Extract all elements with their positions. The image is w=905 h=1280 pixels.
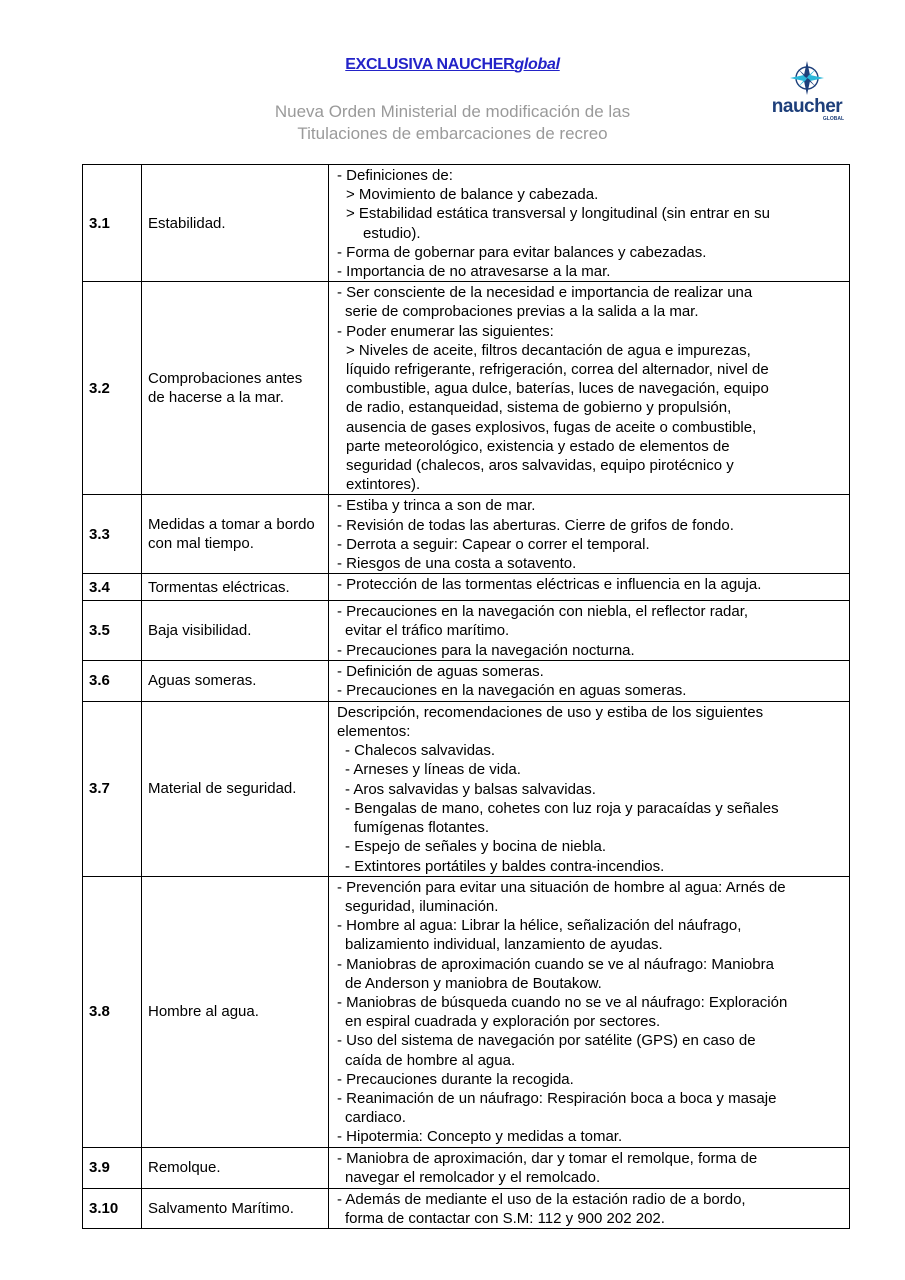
table-row (83, 876, 850, 1147)
table-row (83, 660, 850, 701)
content-line: - Además de mediante el uso de la estación radio de a bordo, (337, 1190, 746, 1208)
syllabus-table (82, 164, 850, 1229)
content-line: líquido refrigerante, refrigeración, correa del alternador, nivel de (346, 361, 769, 379)
content-line: evitar el tráfico marítimo. (345, 622, 510, 640)
content-line: fumígenas flotantes. (354, 819, 490, 837)
content-line: cardiaco. (345, 1109, 406, 1127)
section-number: 3.2 (83, 282, 142, 495)
section-content (329, 574, 850, 601)
content-line: - Precauciones durante la recogida. (337, 1070, 574, 1088)
content-line: - Maniobra de aproximación, dar y tomar el remolque, forma de (337, 1149, 758, 1167)
section-content (329, 495, 850, 574)
table-row (83, 1147, 850, 1188)
content-line: - Prevención para evitar una situación de hombre al agua: Arnés de (337, 878, 786, 896)
section-number: 3.8 (83, 876, 142, 1147)
content-line: > Estabilidad estática transversal y longitudinal (sin entrar en su (346, 205, 770, 223)
section-content (329, 282, 850, 495)
table-row (83, 701, 850, 876)
content-line: seguridad (chalecos, aros salvavidas, equipo pirotécnico y (346, 457, 734, 475)
table-row (83, 495, 850, 574)
content-line: ausencia de gases explosivos, fugas de aceite o combustible, (346, 418, 757, 436)
section-number: 3.10 (83, 1188, 142, 1228)
content-line: elementos: (337, 723, 411, 741)
content-line: - Aros salvavidas y balsas salvavidas. (345, 780, 596, 798)
section-number: 3.7 (83, 701, 142, 876)
content-line: - Hombre al agua: Librar la hélice, señalización del náufrago, (337, 917, 742, 935)
section-number: 3.5 (83, 601, 142, 661)
content-line: - Espejo de señales y bocina de niebla. (345, 838, 607, 856)
content-line: de Anderson y maniobra de Boutakow. (345, 974, 602, 992)
content-line: - Riesgos de una costa a sotavento. (337, 555, 577, 573)
content-line: navegar el remolcador y el remolcado. (345, 1168, 601, 1186)
table-row (83, 165, 850, 282)
content-line: - Chalecos salvavidas. (345, 742, 496, 760)
section-topic: Estabilidad. (142, 165, 329, 282)
content-line: - Revisión de todas las aberturas. Cierre de grifos de fondo. (337, 516, 734, 534)
table-row (83, 601, 850, 661)
content-line: estudio). (363, 224, 421, 242)
section-topic: Hombre al agua. (142, 876, 329, 1147)
section-number: 3.6 (83, 660, 142, 701)
content-line: - Precauciones en la navegación en aguas someras. (337, 682, 687, 700)
content-line: Descripción, recomendaciones de uso y estiba de los siguientes (337, 703, 764, 721)
section-topic: Remolque. (142, 1147, 329, 1188)
content-line: parte meteorológico, existencia y estado de elementos de (346, 437, 730, 455)
content-line: - Forma de gobernar para evitar balances y cabezadas. (337, 243, 707, 261)
naucher-logo (764, 58, 850, 124)
section-topic: Tormentas eléctricas. (142, 574, 329, 601)
section-content (329, 876, 850, 1147)
subtitle-line-2: Titulaciones de embarcaciones de recreo (297, 124, 608, 143)
content-line: en espiral cuadrada y exploración por sectores. (345, 1013, 661, 1031)
content-line: - Extintores portátiles y baldes contra-incendios. (345, 857, 665, 875)
table-row (83, 1188, 850, 1228)
section-number: 3.1 (83, 165, 142, 282)
content-line: - Arneses y líneas de vida. (345, 761, 521, 779)
content-line: - Precauciones en la navegación con niebla, el reflector radar, (337, 603, 749, 621)
section-number: 3.3 (83, 495, 142, 574)
section-topic: Aguas someras. (142, 660, 329, 701)
exclusive-link-prefix: EXCLUSIVA NAUCHER (345, 56, 515, 73)
compass-rose-icon (764, 58, 850, 98)
syllabus-table-body (83, 165, 850, 1229)
section-content (329, 165, 850, 282)
content-line: - Precauciones para la navegación nocturna. (337, 641, 635, 659)
content-line: forma de contactar con S.M: 112 y 900 202 202. (345, 1209, 665, 1227)
content-line: > Movimiento de balance y cabezada. (346, 186, 599, 204)
content-line: - Protección de las tormentas eléctricas e influencia en la aguja. (337, 576, 762, 594)
content-line: seguridad, iluminación. (345, 897, 499, 915)
content-line: de radio, estanqueidad, sistema de gobierno y propulsión, (346, 399, 732, 417)
content-line: - Maniobras de aproximación cuando se ve al náufrago: Maniobra (337, 955, 774, 973)
content-line: - Importancia de no atravesarse a la mar. (337, 263, 611, 281)
section-topic: Material de seguridad. (142, 701, 329, 876)
section-topic: Salvamento Marítimo. (142, 1188, 329, 1228)
content-line: caída de hombre al agua. (345, 1051, 516, 1069)
section-number: 3.9 (83, 1147, 142, 1188)
section-topic: Baja visibilidad. (142, 601, 329, 661)
section-content (329, 1188, 850, 1228)
section-content (329, 660, 850, 701)
exclusive-link-suffix: global (514, 56, 560, 73)
content-line: combustible, agua dulce, baterías, luces de navegación, equipo (346, 380, 769, 398)
logo-subword: GLOBAL (822, 116, 844, 122)
content-line: - Poder enumerar las siguientes: (337, 322, 554, 340)
table-row (83, 574, 850, 601)
content-line: - Definición de aguas someras. (337, 662, 544, 680)
content-line: balizamiento individual, lanzamiento de ayudas. (345, 936, 663, 954)
table-row (83, 282, 850, 495)
content-line: > Niveles de aceite, filtros decantación de agua e impurezas, (346, 341, 751, 359)
section-topic: Medidas a tomar a bordo con mal tiempo. (142, 495, 329, 574)
content-line: - Maniobras de búsqueda cuando no se ve al náufrago: Exploración (337, 993, 788, 1011)
content-line: - Hipotermia: Concepto y medidas a tomar. (337, 1128, 623, 1146)
section-content (329, 601, 850, 661)
subtitle-line-1: Nueva Orden Ministerial de modificación de las (274, 102, 631, 121)
section-content (329, 1147, 850, 1188)
section-content (329, 701, 850, 876)
content-line: - Uso del sistema de navegación por satélite (GPS) en caso de (337, 1032, 756, 1050)
content-line: - Bengalas de mano, cohetes con luz roja y paracaídas y señales (345, 799, 779, 817)
logo-word: naucher (771, 96, 843, 117)
content-line: - Estiba y trinca a son de mar. (337, 497, 536, 515)
content-line: serie de comprobaciones previas a la salida a la mar. (345, 303, 699, 321)
content-line: extintores). (346, 476, 421, 494)
content-line: - Definiciones de: (337, 167, 453, 184)
content-line: - Derrota a seguir: Capear o correr el temporal. (337, 535, 650, 553)
content-line: - Reanimación de un náufrago: Respiración boca a boca y masaje (337, 1089, 777, 1107)
section-topic: Comprobaciones antes de hacerse a la mar. (142, 282, 329, 495)
content-line: - Ser consciente de la necesidad e importancia de realizar una (337, 284, 753, 302)
section-number: 3.4 (83, 574, 142, 601)
